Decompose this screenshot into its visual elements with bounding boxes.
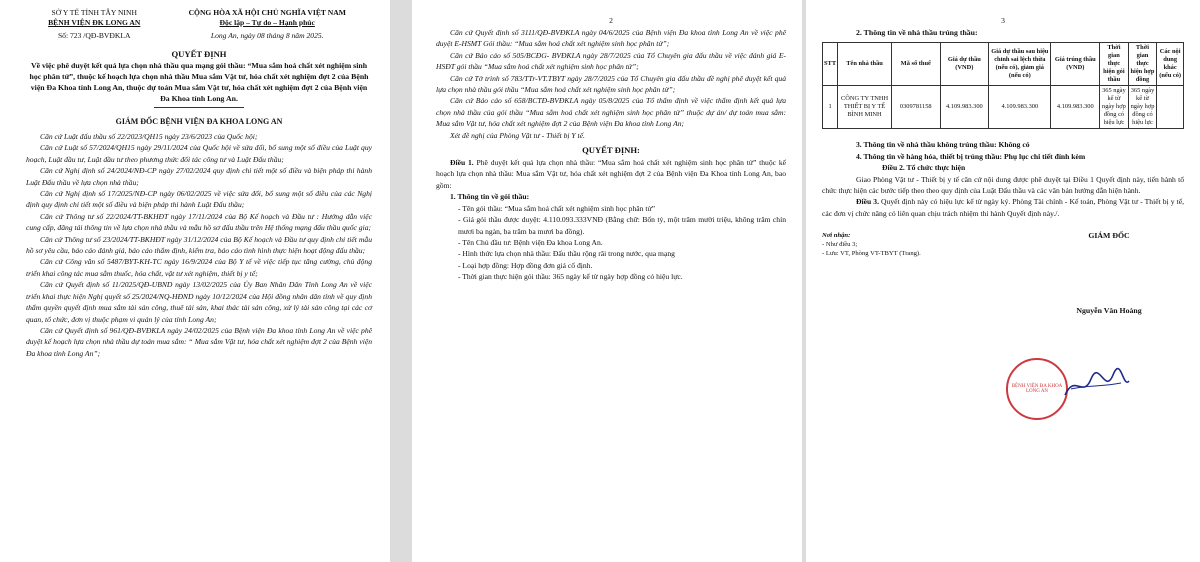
table-row [823, 86, 1184, 129]
table-header-cell: Thời gian thực hiện hợp đồng [1128, 43, 1157, 86]
article-3-label: Điều 3. [856, 197, 879, 207]
document-page-3 [806, 0, 1200, 562]
legal-basis-list-continued [436, 27, 786, 141]
official-stamp [1006, 358, 1068, 420]
decision-title: QUYẾT ĐỊNH [171, 49, 227, 59]
package-info-item: - Tên Chủ đầu tư: Bệnh viện Đa khoa Long An. [458, 237, 603, 247]
recipient-item: - Lưu: VT, Phòng VT-TBYT (Trang). [822, 250, 921, 258]
package-info-heading: 1. Thông tin về gói thầu: [450, 192, 530, 202]
legal-basis-item: Căn cứ Nghị định số 17/2025/NĐ-CP ngày 06/02/2025 về việc sửa đổi, bổ sung một số điều của các Nghị định quy định chi tiết một số điều và biện pháp thi hành Luật Đấu thầu; [26, 189, 372, 210]
losing-bidder-heading: 3. Thông tin về nhà thầu không trúng thầu: Không có [856, 140, 1030, 150]
signer-title: GIÁM ĐỐC [1088, 231, 1130, 241]
signature-block [1034, 231, 1184, 315]
table-cell: 365 ngày kể từ ngày hợp đồng có hiệu lực [1100, 86, 1129, 129]
recipients-title: Nơi nhận: [822, 232, 851, 240]
signer-name: Nguyễn Văn Hoàng [1076, 306, 1142, 316]
package-info-item: - Tên gói thầu: “Mua sắm hoá chất xét nghiệm sinh học phân tử” [458, 203, 655, 213]
table-cell: 0309781158 [891, 86, 940, 129]
legal-basis-list [26, 131, 372, 359]
article-2-text: Giao Phòng Vật tư - Thiết bị y tế căn cứ nội dung được phê duyệt tại Điều 1 Quyết định này, tiến hành tổ chức thực hiện các bước tiếp theo theo quy định của Luật Đấu thầu và các văn bản hướng dẫn hiện hành. [822, 174, 1184, 196]
legal-basis-item: Căn cứ Công văn số 5487/BYT-KH-TC ngày 16/9/2024 của Bộ Y tế về việc tiếp tục tăng cường, chủ động triển khai công tác mua sắm thuốc, hóa chất, vật tư xét nghiệm, thiết bị y tế; [26, 257, 372, 278]
legal-basis-item: Căn cứ Quyết định số 11/2025/QĐ-UBND ngày 13/02/2025 của Ủy Ban Nhân Dân Tỉnh Long An về việc triển khai thực hiện Nghị quyết số 25/2024/NQ-HĐND ngày 10/12/2024 của Hội đồng nhân dân tỉnh về quy định thẩm quyền quyết định mua sắm tài sản công, thuê tài sản, khai thác tài sản công, xử lý tài sản công tại các cơ quan, tổ chức, đơn vị thuộc phạm vi quản lý của tỉnh Long An; [26, 280, 372, 324]
legal-basis-item: Căn cứ Báo cáo số 658/BCTĐ-BVĐKLA ngày 05/8/2025 của Tổ thẩm định về việc thẩm định kết quả lựa chọn nhà thầu của gói thầu “Mua sắm hoá chất xét nghiệm sinh học phân tử” thuộc dự án/ dự toán mua sắm: Mua sắm Vật tư, hóa chất xét nghiệm đợt 2 của Bệnh viện Đa khoa tỉnh Long An; [436, 96, 786, 129]
article-3 [822, 196, 1184, 219]
legal-basis-item: Căn cứ Luật số 57/2024/QH15 ngày 29/11/2024 của Quốc hội về sửa đổi, bổ sung một số điều của Luật quy hoạch, Luật đầu tư, Luật đầu tư theo phương thức đối tác công tư và Luật Đấu thầu; [26, 143, 372, 164]
legal-basis-item: Căn cứ Thông tư số 22/2024/TT-BKHĐT ngày 17/11/2024 của Bộ Kế hoạch và Đầu tư : Hướng dẫn việc cung cấp, đăng tải thông tin về lựa chọn nhà thầu và mẫu hồ sơ đấu thầu trên Hệ thống mạng đấu thầu quốc gia; [26, 211, 372, 233]
recipient-item: - Như điều 3; [822, 241, 858, 249]
legal-basis-item: Căn cứ Thông tư số 23/2024/TT-BKHĐT ngày 31/12/2024 của Bộ Kế hoạch và Đầu tư quy định chi tiết mẫu hồ sơ yêu cầu, báo cáo đánh giá, báo cáo thẩm định, kiểm tra, báo cáo tình hình thực hiện hoạt động đấu thầu; [26, 234, 372, 256]
document-page-1 [0, 0, 390, 562]
table-header-cell: Các nội dung khác (nếu có) [1157, 43, 1184, 86]
org-line-1: SỞ Y TẾ TỈNH TÂY NINH [51, 8, 137, 17]
legal-basis-item: Căn cứ Nghị định số 24/2024/NĐ-CP ngày 27/02/2024 quy định chi tiết một số điều và biện pháp thi hành Luật Đấu thầu về lựa chọn nhà thầu; [26, 166, 372, 187]
goods-info-heading: 4. Thông tin về hàng hóa, thiết bị trúng thầu: Phụ lục chi tiết đính kèm [856, 151, 1086, 161]
package-info-item: - Thời gian thực hiện gói thầu: 365 ngày kể từ ngày hợp đồng có hiệu lực. [458, 272, 683, 282]
nation-line-1: CỘNG HÒA XÃ HỘI CHỦ NGHĨA VIỆT NAM [188, 8, 346, 17]
table-header-cell: Giá dự thầu sau hiệu chỉnh sai lệch thừa (nếu có), giảm giá (nếu có) [989, 43, 1051, 86]
winning-bidder-table [822, 42, 1184, 129]
article-1 [436, 157, 786, 191]
package-info-item: - Giá gói thầu được duyệt: 4.110.093.333VNĐ (Bằng chữ: Bốn tỷ, một trăm mười triệu, không trăm chín mươi ba ngàn, ba trăm ba mươi ba đồng). [458, 215, 786, 236]
authority-heading: GIÁM ĐỐC BỆNH VIỆN ĐA KHOA LONG AN [115, 117, 283, 126]
table-cell: 4.109.983.300 [940, 86, 989, 129]
package-info-item: - Loại hợp đồng: Hợp đồng đơn giá cố định. [458, 260, 593, 270]
stamp-text: BỆNH VIỆN ĐA KHOA LONG AN [1011, 384, 1063, 394]
signature-mark [1061, 365, 1131, 405]
decision-heading: QUYẾT ĐỊNH: [582, 145, 640, 156]
nation-line-2: Độc lập – Tự do – Hạnh phúc [219, 18, 315, 27]
table-header-cell: Giá trúng thầu (VND) [1051, 43, 1100, 86]
page-number: 3 [1001, 16, 1005, 25]
table-cell: 4.109.983.300 [1051, 86, 1100, 129]
table-cell: 365 ngày kể từ ngày hợp đồng có hiệu lực [1128, 86, 1157, 129]
article-2-heading: Điều 2. Tổ chức thực hiện [882, 163, 966, 173]
package-info-item: - Hình thức lựa chọn nhà thầu: Đấu thầu rộng rãi trong nước, qua mạng [458, 249, 675, 259]
article-1-label: Điều 1. [450, 158, 474, 168]
table-header-cell: Thời gian thực hiện gói thầu [1100, 43, 1129, 86]
recipients-list [822, 240, 982, 258]
legal-basis-item: Căn cứ Báo cáo số 505/BCĐG- BVĐKLA ngày 28/7/2025 của Tổ Chuyên gia đấu thầu về việc đánh giá E-HSĐT gói thầu “Mua sắm hoá chất xét nghiệm sinh học phân tử”; [436, 50, 786, 72]
article-1-text: Phê duyệt kết quả lựa chọn nhà thầu: “Mua sắm hoá chất xét nghiệm sinh học phân tử” thuộc kế hoạch lựa chọn nhà thầu: Mua sắm Vật tư, hóa chất xét nghiệm đợt 2 của Bệnh viện Đa Khoa tỉnh Long An, bao gồm: [436, 158, 786, 190]
table-header-cell: STT [823, 43, 838, 86]
table-cell [1157, 86, 1184, 129]
decision-subject: Về việc phê duyệt kết quả lựa chọn nhà thầu qua mạng gói thầu: “Mua sắm hoá chất xét nghiệm sinh học phân tử”, thuộc kế hoạch lựa chọn nhà thầu Mua sắm Vật tư, hóa chất xét nghiệm đợt 2 của Bệnh viện Đa Khoa tỉnh Long An, thuộc dự toán Mua sắm Vật tư, hóa chất xét nghiệm đợt 2 của Bệnh viện Đa Khoa tỉnh Long An. [29, 61, 369, 103]
legal-basis-item: Căn cứ Quyết định số 961/QĐ-BVĐKLA ngày 24/02/2025 của Bệnh viện Đa khoa tỉnh Long An về việc phê duyệt kế hoạch lựa chọn nhà thầu dự toán mua sắm: “ Mua sắm Vật tư, hóa chất xét nghiệm đợt 2 của Bệnh viện Đa khoa tỉnh Long An”; [26, 325, 372, 358]
winning-bidder-heading: 2. Thông tin về nhà thầu trúng thầu: [856, 28, 978, 37]
article-3-text: Quyết định này có hiệu lực kể từ ngày ký. Phòng Tài chính - Kế toán, Phòng Vật tư - Thiết bị y tế, các đơn vị chức năng có liên quan chịu trách nhiệm thi hành Quyết định này./. [822, 197, 1184, 218]
table-header-row [823, 43, 1184, 86]
table-header-cell: Giá dự thầu (VND) [940, 43, 989, 86]
package-info-list [436, 203, 786, 283]
table-cell: 1 [823, 86, 838, 129]
document-number: Số: 723 /QĐ-BVĐKLA [57, 31, 131, 40]
legal-basis-item: Căn cứ Tờ trình số 783/TTr-VT.TBYT ngày 28/7/2025 của Tổ Chuyên gia đấu thầu đề nghị phê duyệt kết quả lựa chọn nhà thầu gói thầu “Mua sắm hoá chất xét nghiệm sinh học phân tử”; [436, 73, 786, 95]
divider [154, 107, 244, 108]
table-header-cell: Tên nhà thầu [838, 43, 892, 86]
legal-basis-item: Xét đề nghị của Phòng Vật tư - Thiết bị Y tế. [450, 130, 585, 140]
table-cell: CÔNG TY TNHH THIẾT BỊ Y TẾ BÌNH MINH [838, 86, 892, 129]
table-cell: 4.109.983.300 [989, 86, 1051, 129]
table-header-cell: Mã số thuế [891, 43, 940, 86]
legal-basis-item: Căn cứ Quyết định số 3111/QĐ-BVĐKLA ngày 04/6/2025 của Bệnh viện Đa khoa tỉnh Long An về việc phê duyệt E-HSMT Gói thầu: “Mua sắm hoá chất xét nghiệm sinh học phân tử”; [436, 28, 786, 49]
document-page-2 [412, 0, 802, 562]
document-header [26, 8, 372, 28]
place-date: Long An, ngày 08 tháng 8 năm 2025. [210, 31, 324, 40]
org-line-2: BỆNH VIỆN ĐK LONG AN [48, 18, 141, 27]
recipients-block [822, 231, 982, 315]
legal-basis-item: Căn cứ Luật đấu thầu số 22/2023/QH15 ngày 23/6/2023 của Quốc hội; [40, 132, 258, 141]
page-number: 2 [609, 16, 613, 25]
